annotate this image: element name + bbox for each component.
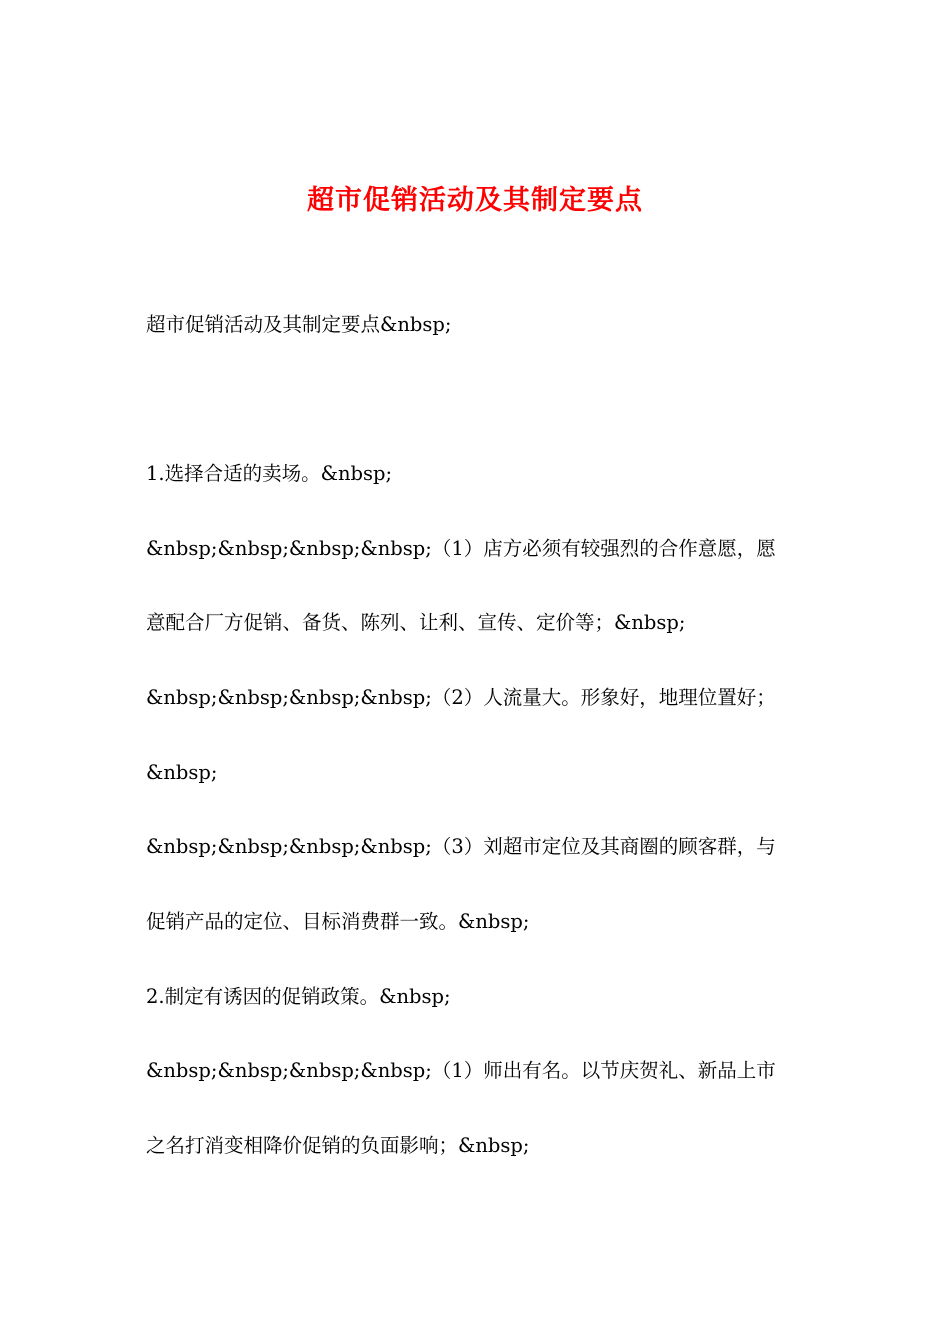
text-line: 2.制定有诱因的促销政策。&nbsp; [146, 985, 451, 1008]
text-line: &nbsp;&nbsp;&nbsp;&nbsp;（3）刘超市定位及其商圈的顾客群，与 [146, 835, 776, 858]
text-line: &nbsp;&nbsp;&nbsp;&nbsp;（2）人流量大。形象好，地理位置好； [146, 686, 776, 709]
text-line: 1.选择合适的卖场。&nbsp; [146, 462, 393, 485]
text-line: 促销产品的定位、目标消费群一致。&nbsp; [146, 910, 530, 933]
text-line: &nbsp;&nbsp;&nbsp;&nbsp;（1）师出有名。以节庆贺礼、新品上市 [146, 1059, 776, 1082]
text-line: 之名打消变相降价促销的负面影响；&nbsp; [146, 1134, 530, 1157]
text-line: &nbsp; [146, 761, 218, 784]
text-line: &nbsp;&nbsp;&nbsp;&nbsp;（1）店方必须有较强烈的合作意愿，愿 [146, 537, 776, 560]
document-title: 超市促销活动及其制定要点 [307, 185, 643, 216]
text-line: 超市促销活动及其制定要点&nbsp; [146, 313, 452, 336]
text-line: 意配合厂方促销、备货、陈列、让利、宣传、定价等；&nbsp; [146, 611, 686, 634]
